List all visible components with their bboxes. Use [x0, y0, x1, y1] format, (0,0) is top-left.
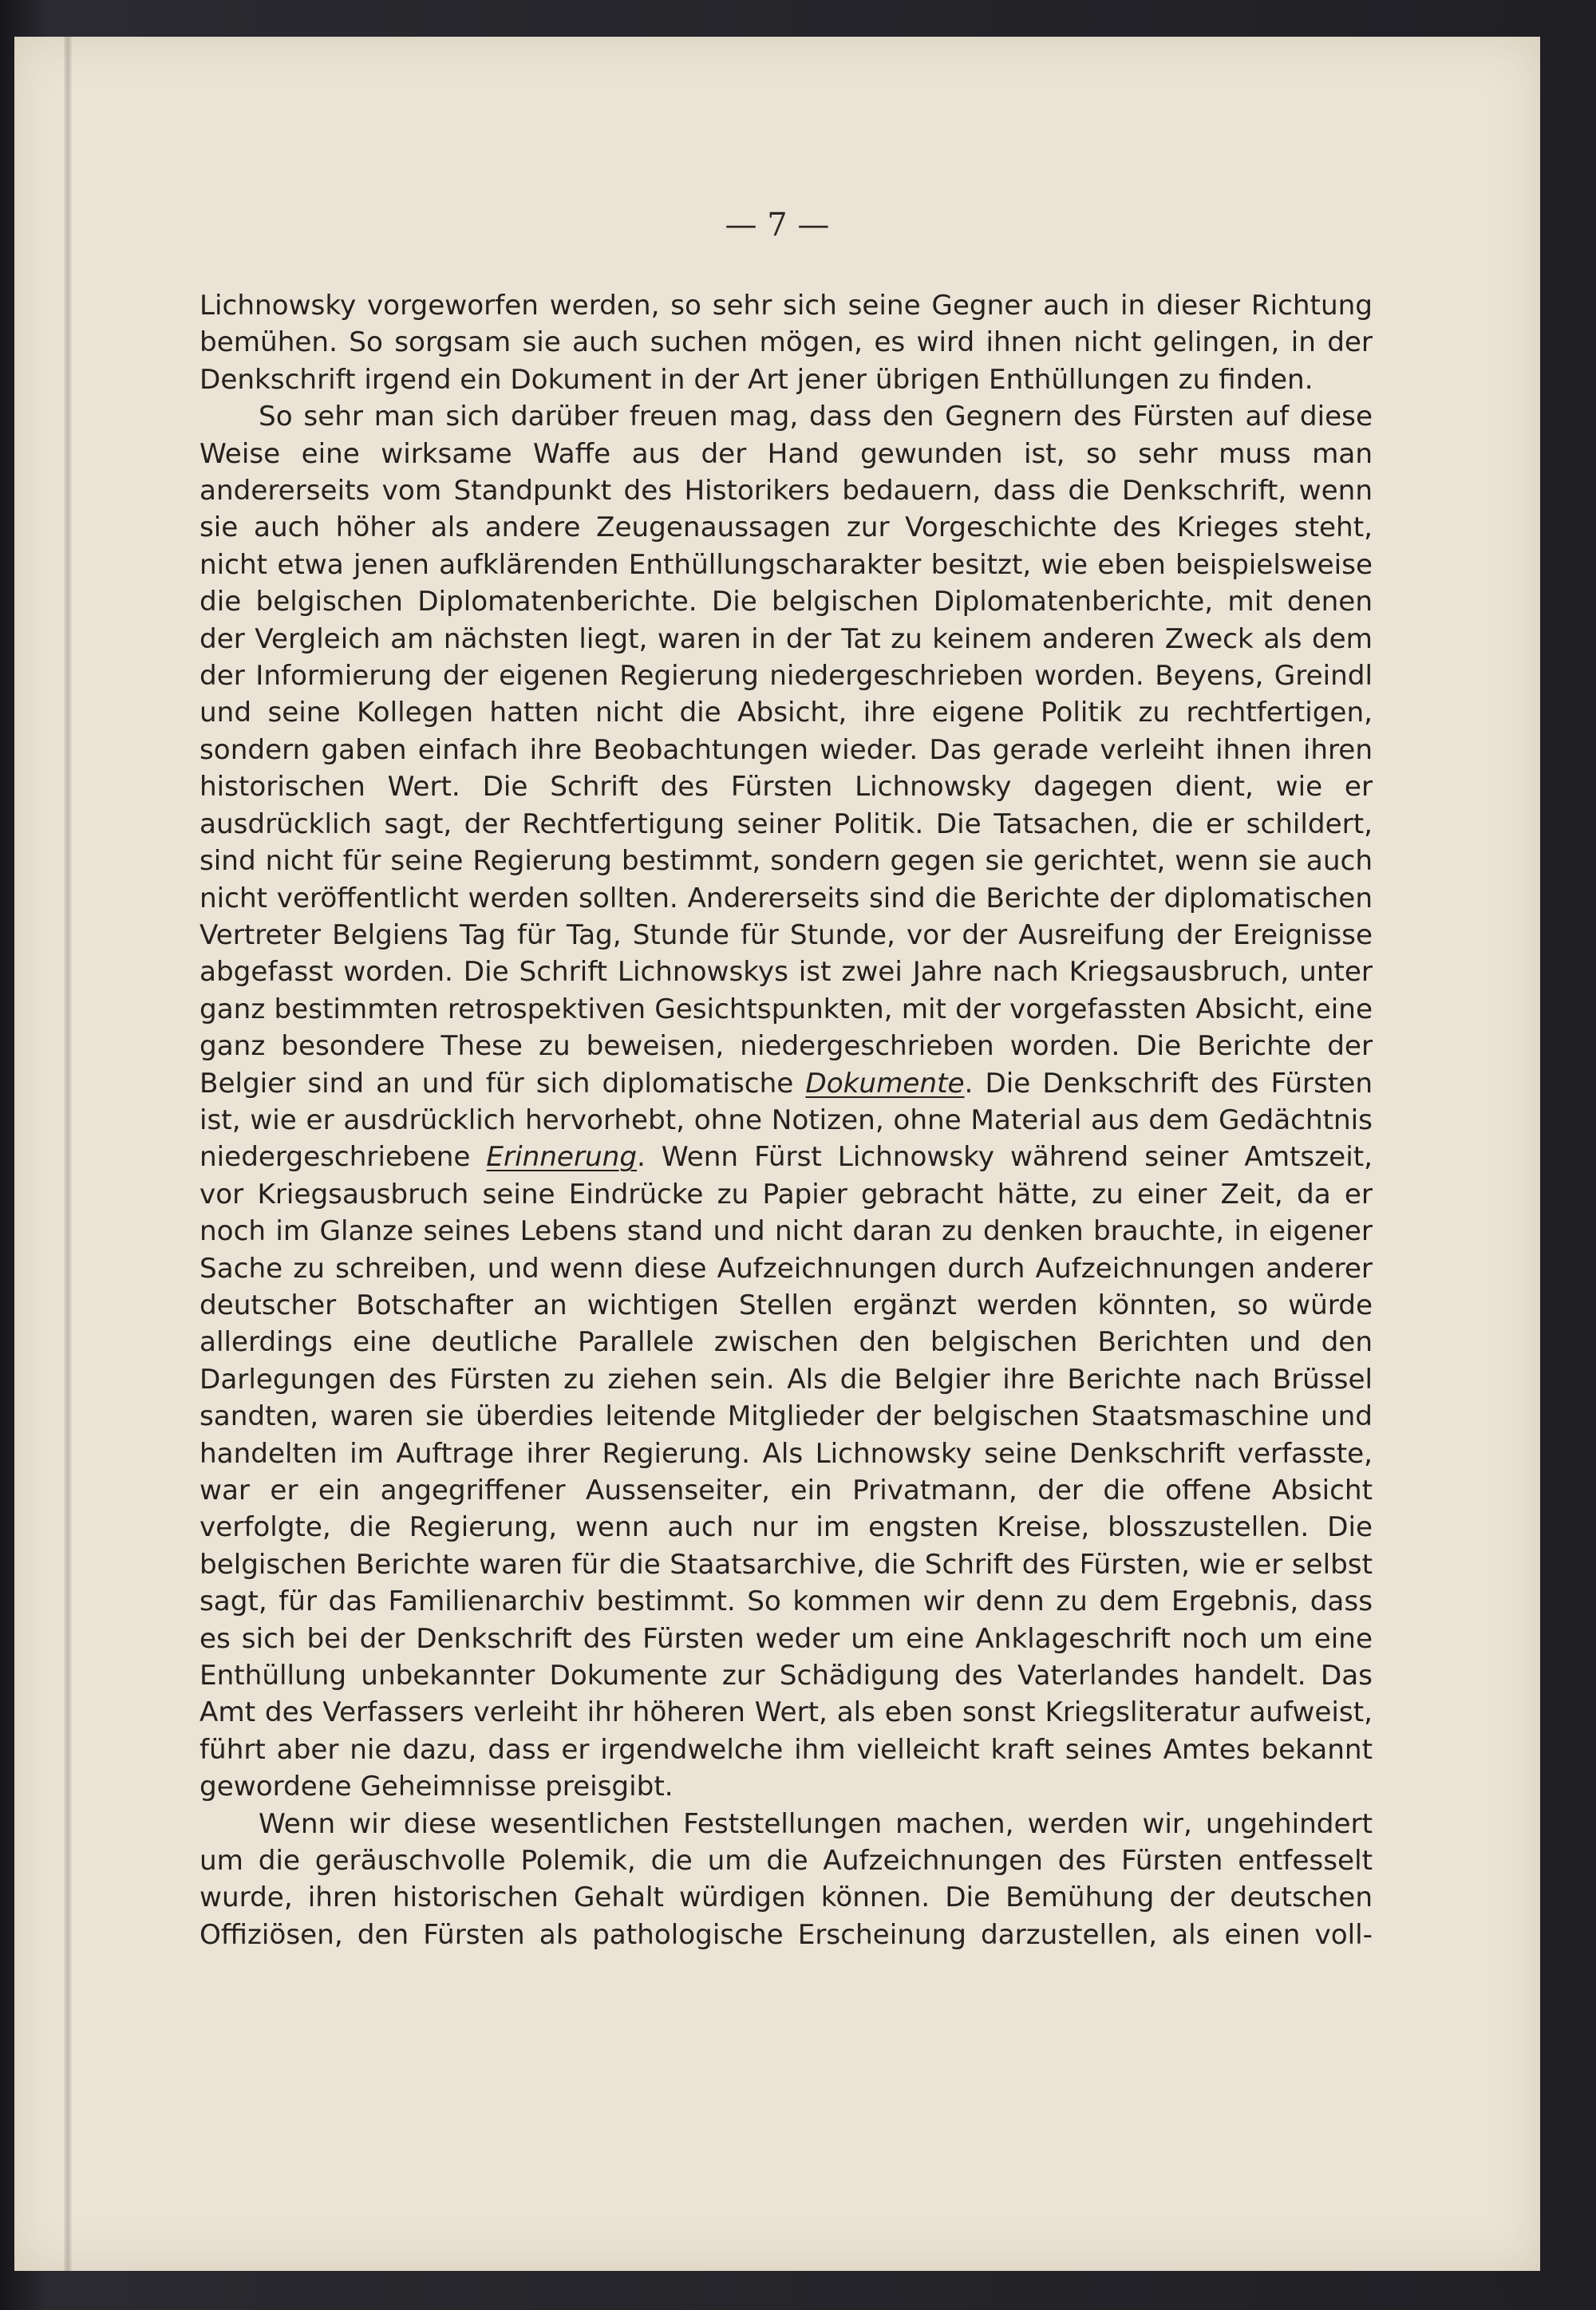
binding-gutter: [64, 37, 72, 2271]
paragraph-3: Wenn wir diese wesentlichen Feststellungen machen, werden wir, ungehindert um die geräuschvolle Polemik, die um die Aufzeichnungen des Fürsten entfesselt wurde, ihren historischen Gehalt würdigen können. Die Bemühung der deutschen Offiziösen, den Fürsten als pathologische Erscheinung darzustellen, als einen voll-: [200, 1807, 1373, 1951]
page-number: — 7 —: [725, 207, 830, 243]
paragraph-2: [200, 398, 1373, 1805]
paragraph-1: Lichnowsky vorgeworfen werden, so sehr sich seine Gegner auch in dieser Richtung bemühen. So sorgsam sie auch suchen mögen, es wird ihnen nicht gelingen, in der Denkschrift irgend ein Dokument in der Art jener übrigen Enthüllungen zu finden.: [200, 290, 1373, 396]
emphasis-dokumente: Dokumente: [805, 1067, 965, 1100]
paragraph-2-part-b: . Die Denkschrift des Fürsten ist, wie er ausdrücklich hervorhebt, ohne Notizen, ohne Material aus dem Gedächtnis niedergeschriebene: [200, 1067, 1373, 1174]
paragraph-2-part-a: So sehr man sich darüber freuen mag, dass den Gegnern des Fürsten auf diese Weise eine wirksame Waffe aus der Hand gewunden ist, so sehr muss man andererseits vom Standpunkt des Historikers bedauern, dass die Denkschrift, wenn sie auch höher als andere Zeugenaussagen zur Vorgeschichte des Krieges steht, nicht etwa jenen aufklärenden Enthüllungscharakter besitzt, wie eben beispielsweise die belgischen Diplomatenberichte. Die belgischen Diplomatenberichte, mit denen der Vergleich am nächsten liegt, waren in der Tat zu keinem anderen Zweck als dem der Informierung der eigenen Regierung niedergeschrieben worden. Beyens, Greindl und seine Kollegen hatten nicht die Absicht, ihre eigene Politik zu rechtfertigen, sondern gaben einfach ihre Beobachtungen wieder. Das gerade verleiht ihnen ihren historischen Wert. Die Schrift des Fürsten Lichnowsky dagegen dient, wie er ausdrücklich sagt, der Rechtfertigung seiner Politik. Die Tatsachen, die er schildert, sind nicht für seine Regierung bestimmt, sondern gegen sie gerichtet, wenn sie auch nicht veröffentlicht werden sollten. Andererseits sind die Berichte der diplomatischen Vertreter Belgiens Tag für Tag, Stunde für Stunde, vor der Ausreifung der Ereignisse abgefasst worden. Die Schrift Lichnowskys ist zwei Jahre nach Kriegsausbruch, unter ganz bestimmten retrospektiven Gesichtspunkten, mit der vorgefassten Absicht, eine ganz besondere These zu beweisen, niedergeschrieben worden. Die Berichte der Belgier sind an und für sich diplomatische: [200, 401, 1373, 1100]
body-text: [200, 287, 1373, 1953]
emphasis-erinnerung: Erinnerung: [486, 1141, 638, 1174]
paragraph-2-part-c: . Wenn Fürst Lichnowsky während seiner Amtszeit, vor Kriegsausbruch seine Eindrücke zu Papier gebracht hätte, zu einer Zeit, da er noch im Glanze seines Lebens stand und nicht daran zu denken brauchte, in eigener Sache zu schreiben, und wenn diese Aufzeichnungen durch Aufzeichnungen anderer deutscher Botschafter an wichtigen Stellen ergänzt werden könnten, so würde allerdings eine deutliche Parallele zwischen den belgischen Berichten und den Darlegungen des Fürsten zu ziehen sein. Als die Belgier ihre Berichte nach Brüssel sandten, waren sie überdies leitende Mitglieder der belgischen Staatsmaschine und handelten im Auftrage ihrer Regierung. Als Lichnowsky seine Denkschrift verfasste, war er ein angegriffener Aussenseiter, ein Privatmann, der die offene Absicht verfolgte, die Regierung, wenn auch nur im engsten Kreise, blosszustellen. Die belgischen Berichte waren für die Staatsarchive, die Schrift des Fürsten, wie er selbst sagt, für das Familienarchiv bestimmt. So kommen wir denn zu dem Ergebnis, dass es sich bei der Denkschrift des Fürsten weder um eine Anklageschrift noch um eine Enthüllung unbekannter Dokumente zur Schädigung des Vaterlandes handelt. Das Amt des Verfassers verleiht ihr höheren Wert, als eben sonst Kriegsliteratur aufweist, führt aber nie dazu, dass er irgendwelche ihm vielleicht kraft seines Amtes bekannt gewordene Geheimnisse preisgibt.: [200, 1141, 1373, 1803]
book-page: [14, 37, 1540, 2271]
